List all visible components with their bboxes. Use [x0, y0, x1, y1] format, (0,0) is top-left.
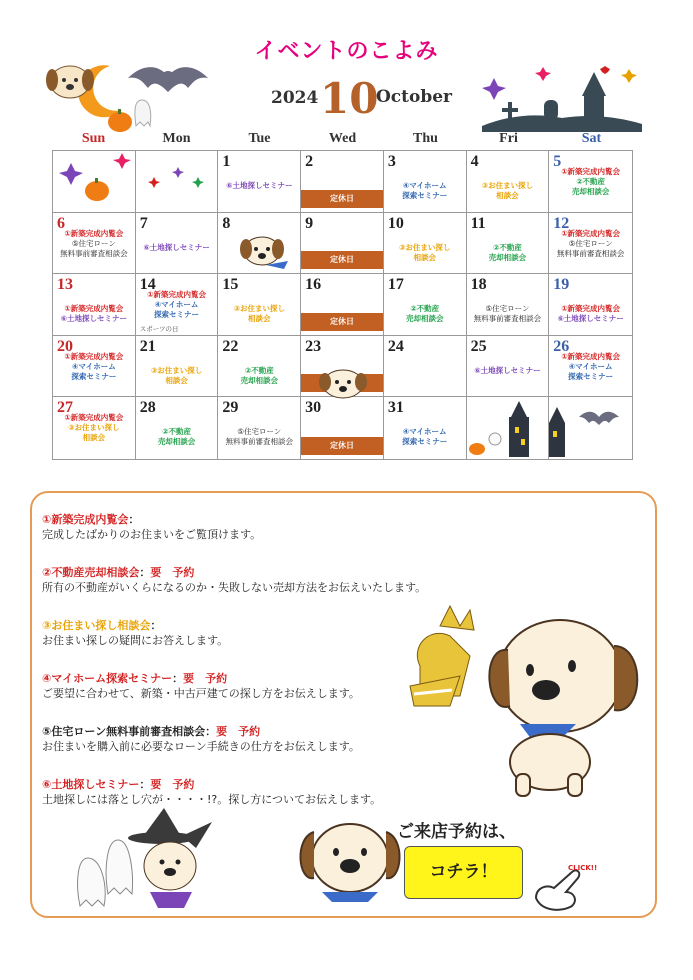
calendar-day-12 — [549, 213, 632, 275]
day-number: 28 — [139, 399, 156, 417]
legend-title: ⑥土地探しセミナー — [42, 778, 140, 791]
day-number: 9 — [305, 214, 314, 232]
event-label: ②不動産 — [244, 365, 274, 375]
event-label: ②不動産 — [410, 304, 440, 314]
holiday-note: スポーツの日 — [139, 325, 179, 334]
calendar-day-24 — [384, 336, 467, 398]
click-text: CLICK!! — [568, 864, 598, 872]
event-list — [467, 181, 549, 201]
calendar-day-17 — [384, 274, 467, 336]
legend-desc: 土地探しには落とし穴が・・・・!?。探し方についてお伝えします。 — [42, 793, 382, 806]
calendar-day-4 — [467, 151, 550, 213]
event-label: 売却相談会 — [240, 375, 279, 385]
calendar-day-1 — [218, 151, 301, 213]
day-number: 29 — [222, 399, 239, 417]
legend-desc: お住まい探しの疑問にお答えします。 — [42, 634, 229, 647]
calendar-day-20 — [53, 336, 136, 398]
day-number: 13 — [57, 276, 73, 294]
event-label: 探索セミナー — [568, 371, 614, 381]
calendar-day-6 — [53, 213, 136, 275]
day-number: 18 — [470, 276, 487, 294]
event-label: ①新築完成内覧会 — [561, 351, 621, 361]
day-number: 2 — [305, 153, 314, 170]
day-number: 25 — [470, 337, 487, 355]
calendar-day-18 — [467, 274, 550, 336]
event-list — [549, 229, 632, 259]
calendar-day-3 — [384, 151, 467, 213]
weekday-sat: Sat — [581, 131, 602, 146]
legend-desc: ご要望に合わせて、新築・中古戸建ての探し方をお伝えします。 — [42, 687, 360, 700]
event-label: ③お住まい探し — [150, 365, 203, 375]
event-label: ④マイホーム — [72, 361, 116, 371]
calendar-empty-cell — [136, 151, 219, 213]
pumpkin-ghost-icon — [104, 92, 164, 136]
day-number: 17 — [387, 276, 404, 294]
day-number: 19 — [553, 276, 570, 294]
event-list — [549, 167, 632, 197]
calendar-day-7 — [136, 213, 219, 275]
legend-item-3 — [42, 619, 228, 649]
reservation-required: 要 予約 — [150, 778, 195, 791]
event-list — [136, 243, 218, 253]
event-label: 無料事前審査相談会 — [60, 248, 128, 258]
event-label: 探索セミナー — [154, 310, 200, 320]
event-label: 探索セミナー — [402, 437, 448, 447]
event-label: ⑥土地探しセミナー — [226, 181, 293, 190]
calendar-day-30 — [301, 397, 384, 459]
day-number: 15 — [222, 276, 239, 294]
legend-colon: ： — [139, 778, 151, 791]
reservation-required: 要 予約 — [150, 566, 195, 579]
weekday-wed: Wed — [328, 131, 357, 146]
calendar-day-28 — [136, 397, 219, 459]
event-list — [53, 413, 135, 443]
legend-colon: ： — [172, 672, 184, 685]
legend-title: ④マイホーム探索セミナー — [42, 672, 173, 685]
calendar-day-16 — [301, 274, 384, 336]
legend-colon: ： — [128, 513, 140, 526]
event-label: ③お住まい探し — [399, 242, 451, 252]
event-list — [384, 304, 466, 324]
weekday-header — [52, 131, 633, 149]
legend-title: ②不動産売却相談会 — [42, 566, 140, 579]
castle-bat-icon — [549, 397, 632, 459]
event-list — [384, 181, 466, 201]
day-number: 7 — [139, 214, 148, 232]
event-list — [384, 243, 466, 263]
closed-day-badge: 定休日 — [301, 437, 383, 455]
event-label: 売却相談会 — [157, 437, 196, 447]
event-label: 相談会 — [82, 433, 106, 443]
event-label: ⑤住宅ローン — [485, 304, 530, 314]
legend-colon: ： — [139, 566, 151, 579]
month-number: 10 — [320, 74, 379, 123]
day-number: 26 — [553, 337, 570, 355]
event-label: ①新築完成内覧会 — [64, 351, 124, 361]
event-label: 売却相談会 — [405, 314, 444, 324]
calendar-grid — [52, 150, 633, 460]
event-list — [549, 352, 632, 382]
day-number: 5 — [553, 153, 562, 170]
day-number: 6 — [57, 214, 65, 232]
calendar-day-2 — [301, 151, 384, 213]
event-label: 相談会 — [413, 252, 436, 262]
legend-desc: お住まいを購入前に必要なローン手続きの仕方をお伝えします。 — [42, 740, 360, 753]
stars-icon — [136, 151, 218, 212]
event-label: 無料事前審査相談会 — [556, 248, 625, 258]
event-list — [467, 243, 549, 263]
dog-icon — [218, 213, 300, 274]
event-list — [53, 304, 135, 324]
calendar-day-5 — [549, 151, 632, 213]
event-label: ①新築完成内覧会 — [561, 304, 621, 314]
weekday-mon: Mon — [162, 131, 191, 146]
calendar-day-11 — [467, 213, 550, 275]
event-list — [136, 427, 218, 447]
event-label: ③お住まい探し — [68, 423, 120, 433]
day-number: 8 — [222, 214, 231, 232]
legend-item-5 — [42, 725, 360, 755]
calendar-day-27 — [53, 397, 136, 459]
event-list — [549, 304, 632, 324]
event-label: ①新築完成内覧会 — [561, 167, 621, 176]
day-number: 20 — [57, 337, 73, 355]
event-list — [136, 290, 218, 320]
event-label: 売却相談会 — [488, 252, 527, 262]
click-hand-icon[interactable] — [532, 858, 598, 912]
event-label: 探索セミナー — [71, 371, 117, 381]
event-label: 売却相談会 — [571, 187, 610, 196]
event-list — [136, 366, 218, 386]
reservation-button[interactable]: コチラ！ — [404, 846, 523, 899]
day-number: 31 — [387, 399, 404, 417]
legend-desc: 所有の不動産がいくらになるのか・失敗しない売却方法をお伝えいたします。 — [42, 581, 427, 594]
day-number: 30 — [305, 399, 322, 417]
event-label: 相談会 — [248, 314, 271, 324]
witch-dog-ghosts-illustration — [72, 808, 222, 912]
event-label: ④マイホーム — [154, 300, 199, 310]
event-label: 探索セミナー — [402, 191, 448, 200]
legend-item-1 — [42, 513, 261, 543]
castle-ghost-icon — [467, 397, 549, 459]
day-number: 3 — [387, 153, 396, 170]
event-label: ⑤住宅ローン — [237, 427, 282, 437]
weekday-thu: Thu — [413, 131, 438, 146]
event-list — [218, 181, 300, 191]
legend-item-2 — [42, 566, 426, 596]
dog-peek-icon — [301, 336, 383, 397]
event-label: ④マイホーム — [402, 181, 447, 190]
event-list — [53, 352, 135, 382]
event-list — [53, 229, 135, 259]
event-label: ⑥土地探しセミナー — [60, 314, 128, 324]
closed-day-badge: 定休日 — [301, 251, 383, 269]
day-number: 14 — [139, 276, 156, 294]
day-number: 21 — [139, 337, 156, 355]
event-list — [218, 366, 300, 386]
legend-title: ③お住まい探し相談会 — [42, 619, 151, 632]
event-label: ②不動産 — [492, 242, 522, 252]
day-number: 11 — [470, 214, 486, 232]
calendar-empty-cell — [549, 397, 632, 459]
event-list — [384, 427, 466, 447]
year: 2024 — [271, 88, 319, 108]
legend-desc: 完成したばかりのお住まいをご覧頂けます。 — [42, 528, 262, 541]
calendar-day-13 — [53, 274, 136, 336]
event-label: 無料事前審査相談会 — [473, 314, 542, 324]
event-label: ⑤住宅ローン — [568, 238, 613, 248]
event-label: ②不動産 — [576, 177, 606, 186]
legend-item-4 — [42, 672, 360, 702]
calendar-empty-cell — [53, 151, 136, 213]
reservation-required: 要 予約 — [183, 672, 228, 685]
weekday-sun: Sun — [81, 131, 106, 146]
calendar-day-21 — [136, 336, 219, 398]
calendar-day-31 — [384, 397, 467, 459]
event-label: ①新築完成内覧会 — [64, 228, 124, 238]
day-number: 23 — [305, 337, 322, 355]
event-label: ①新築完成内覧会 — [64, 304, 124, 314]
event-label: ③お住まい探し — [481, 181, 534, 190]
day-number: 12 — [553, 214, 570, 232]
stars-pumpkin-icon — [53, 151, 135, 212]
event-label: ①新築完成内覧会 — [64, 413, 124, 423]
calendar-day-29 — [218, 397, 301, 459]
event-list — [218, 427, 300, 447]
reservation-required: 要 予約 — [216, 725, 261, 738]
closed-day-badge: 定休日 — [301, 313, 383, 331]
legend-item-6 — [42, 778, 381, 808]
calendar-day-23 — [301, 336, 384, 398]
day-number: 4 — [470, 153, 479, 170]
dog-with-puppet-illustration — [400, 606, 650, 796]
visit-reservation-label: ご来店予約は、 — [397, 822, 516, 842]
event-list — [467, 304, 549, 324]
event-label: ⑤住宅ローン — [71, 238, 116, 248]
closed-day-badge: 定休日 — [301, 190, 383, 208]
calendar-day-15 — [218, 274, 301, 336]
calendar-day-26 — [549, 336, 632, 398]
dog-cta-illustration — [298, 812, 402, 904]
event-list — [467, 366, 549, 376]
event-label: 相談会 — [496, 191, 519, 200]
event-label: ④マイホーム — [568, 361, 613, 371]
day-number: 1 — [222, 153, 231, 170]
event-label: ⑥土地探しセミナー — [143, 242, 210, 252]
event-label: ①新築完成内覧会 — [147, 290, 206, 300]
month-name: October — [376, 87, 453, 107]
event-label: ③お住まい探し — [233, 304, 285, 314]
event-label: ①新築完成内覧会 — [561, 228, 621, 238]
day-number: 22 — [222, 337, 239, 355]
day-number: 27 — [57, 399, 73, 417]
calendar-day-22 — [218, 336, 301, 398]
legend-title: ⑤住宅ローン無料事前審査相談会 — [42, 725, 206, 738]
calendar-day-19 — [549, 274, 632, 336]
calendar-empty-cell — [467, 397, 550, 459]
weekday-fri: Fri — [499, 131, 518, 146]
day-number: 24 — [387, 337, 404, 355]
event-label: ⑥土地探しセミナー — [474, 365, 541, 375]
weekday-tue: Tue — [248, 131, 271, 146]
legend-title: ①新築完成内覧会 — [42, 513, 129, 526]
event-label: ②不動産 — [162, 427, 191, 437]
haunted-house-icon — [482, 66, 642, 132]
legend-colon: ： — [150, 619, 162, 632]
calendar-day-25 — [467, 336, 550, 398]
calendar-day-10 — [384, 213, 467, 275]
event-label: 無料事前審査相談会 — [225, 437, 294, 447]
event-list — [218, 304, 300, 324]
legend-colon: ： — [205, 725, 217, 738]
calendar-day-14 — [136, 274, 219, 336]
day-number: 10 — [387, 214, 404, 232]
calendar-day-8 — [218, 213, 301, 275]
calendar-day-9 — [301, 213, 384, 275]
day-number: 16 — [305, 276, 322, 294]
event-label: ④マイホーム — [402, 427, 447, 437]
event-label: 相談会 — [165, 375, 188, 385]
event-label: ⑥土地探しセミナー — [557, 314, 624, 324]
page-title: イベントのこよみ — [254, 39, 439, 64]
